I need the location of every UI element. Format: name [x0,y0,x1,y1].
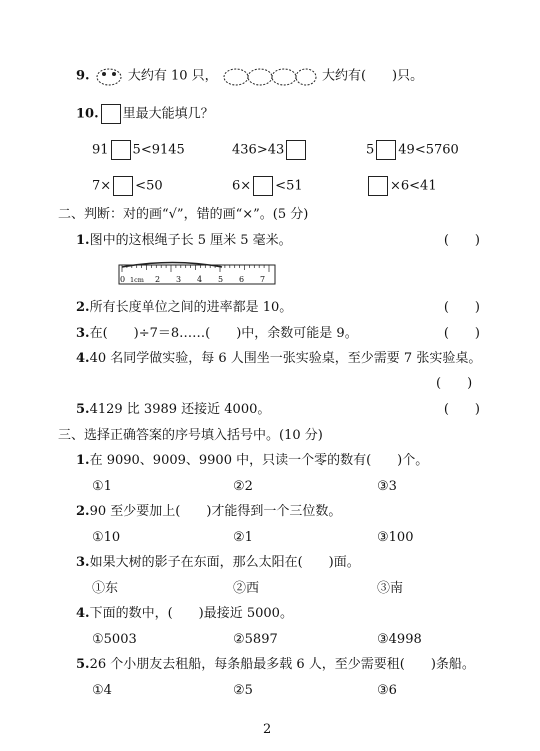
page-number: 2 [263,722,272,737]
answer-paren[interactable]: ( ) [436,376,473,391]
bird-icon [94,65,124,87]
option-b[interactable]: ②5 [233,683,253,698]
section-2-title: 二、判断：对的画“√”，错的画“×”。(5 分) [58,207,309,222]
ruler-label: 6 [239,275,245,284]
option-c[interactable]: ③4998 [377,632,422,647]
q10-item [366,140,459,160]
question-text: 里最大能填几？ [122,106,214,122]
question-text: 大约有 10 只， [127,68,218,84]
question-10 [76,104,214,124]
judge-item-5 [76,401,480,419]
judge-item-1 [76,232,480,250]
option-a[interactable]: ①1 [92,479,112,494]
choice-item-1 [76,452,428,470]
blank-box[interactable] [113,176,133,196]
option-b[interactable]: ②1 [233,530,253,545]
blank-box[interactable] [101,104,121,124]
choice-item-2 [76,503,341,521]
answer-paren[interactable]: ( ) [443,402,480,417]
question-number: 10. [76,106,99,122]
answer-paren[interactable]: ( ) [443,300,480,315]
question-text: 在( )÷7＝8……( )中，余数可能是 9。 [89,326,358,341]
question-number: 9. [76,68,90,84]
question-number: 1. [76,453,90,468]
blank-box[interactable] [368,176,388,196]
question-number: 2. [76,300,90,315]
question-text: 下面的数中，( )最接近 5000。 [89,606,293,621]
question-number: 4. [76,606,90,621]
option-c[interactable]: ③100 [377,530,414,545]
choice-item-4 [76,605,293,623]
question-number: 5. [76,402,90,417]
question-number: 3. [76,326,90,341]
ruler-label: 4 [197,275,203,284]
question-text: 如果大树的影子在东面，那么太阳在( )面。 [89,555,360,570]
judge-item-2 [76,299,480,317]
option-a[interactable]: ①10 [92,530,121,545]
option-a[interactable]: ①4 [92,683,112,698]
ruler-label: 1cm [130,276,144,284]
option-b[interactable]: ②5897 [233,632,278,647]
blank-box[interactable] [286,140,306,160]
expr-part: 6× [232,178,252,194]
question-text: 大约有( )只。 [321,68,424,84]
choice-item-3 [76,554,360,572]
expr-part: 91 [92,142,109,158]
expr-part: 436>43 [232,142,285,158]
question-number: 3. [76,555,90,570]
ruler-label: 2 [155,275,161,284]
option-c[interactable]: ③6 [377,683,397,698]
option-c[interactable]: ③南 [377,581,404,596]
ruler-label: 7 [260,275,266,284]
question-text: 90 至少要加上( )才能得到一个三位数。 [89,504,342,519]
q10-item [366,176,437,196]
question-text: 所有长度单位之间的进率都是 10。 [89,300,293,315]
question-number: 4. [76,351,90,366]
question-text: 40 名同学做实验，每 6 人围坐一张实验桌，至少需要 7 张实验桌。 [89,351,482,366]
ruler-label: 0 [120,275,126,284]
option-b[interactable]: ②西 [233,581,260,596]
question-text: 在 9090、9009、9900 中，只读一个零的数有( )个。 [89,453,429,468]
answer-paren[interactable]: ( ) [443,233,480,248]
question-text: 图中的这根绳子长 5 厘米 5 毫米。 [89,233,292,248]
judge-item-4 [76,350,481,368]
option-a[interactable]: ①5003 [92,632,137,647]
blank-box[interactable] [376,140,396,160]
q10-item [92,140,185,160]
expr-part: 5 [366,142,375,158]
q10-item [232,140,308,160]
question-9 [76,65,423,87]
ruler-label: 5 [218,275,224,284]
blank-box[interactable] [111,140,131,160]
blank-box[interactable] [253,176,273,196]
ruler-label: 3 [176,275,182,284]
section-3-title: 三、选择正确答案的序号填入括号中。(10 分) [58,428,323,443]
option-a[interactable]: ①东 [92,581,119,596]
answer-paren[interactable]: ( ) [443,326,480,341]
option-c[interactable]: ③3 [377,479,397,494]
expr-part: ×6<41 [390,178,437,194]
question-number: 5. [76,657,90,672]
question-number: 1. [76,233,90,248]
question-number: 2. [76,504,90,519]
expr-part: 7× [92,178,112,194]
ruler-figure [118,255,276,285]
option-b[interactable]: ②2 [233,479,253,494]
expr-part: <51 [275,178,303,194]
expr-part: <50 [135,178,163,194]
choice-item-5 [76,656,475,674]
bird-group-icon [222,65,318,87]
q10-item [232,176,303,196]
q10-item [92,176,163,196]
question-text: 26 个小朋友去租船，每条船最多载 6 人，至少需要租( )条船。 [89,657,475,672]
judge-item-3 [76,325,480,343]
expr-part: 49<5760 [398,142,459,158]
expr-part: 5<9145 [132,142,185,158]
question-text: 4129 比 3989 还接近 4000。 [89,402,271,417]
